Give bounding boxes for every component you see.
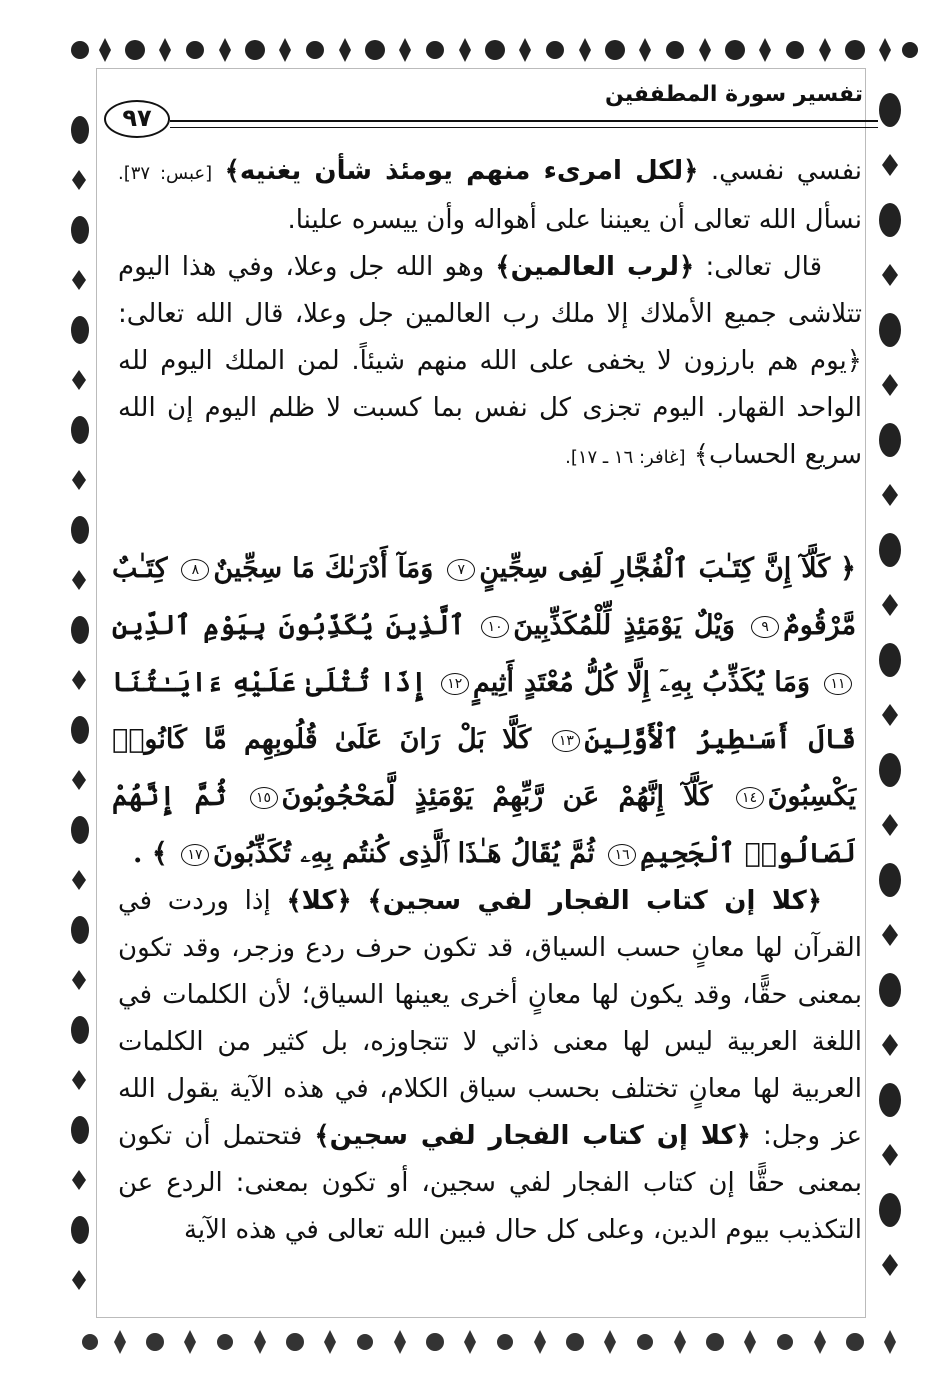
- verse-open-bracket: ﴿: [840, 553, 856, 584]
- quran-quote: ﴿لكل امرىء منهم يومئذ شأن يغنيه﴾: [224, 156, 699, 186]
- quran-quote: ﴿كلا إن كتاب الفجار لفي سجين﴾: [314, 1121, 751, 1151]
- citation: [عبس: ٣٧].: [118, 163, 213, 184]
- header-rule: [170, 120, 878, 122]
- paragraph-1: [118, 148, 862, 244]
- text-run: نفسي نفسي.: [710, 156, 863, 186]
- verse-15: كَلَّآ إِنَّهُمْ عَن رَّبِّهِمْ يَوْمَئِذٍ لَّمَحْجُوبُونَ: [281, 781, 713, 812]
- text-run: إذا وردت في القرآن لها معانٍ حسب السياق، قد تكون حرف ردع وزجر، وقد تكون بمعنى حقًّا، وقد يكون لها معانٍ أخرى يعينها السياق؛ لأن الكلمات في اللغة العربية ليس لها معنى ذاتي لا تتجاوزه، بل كثير من الكلمات العربية لها معانٍ تختلف بحسب سياق الكلام، في هذه الآية يقول الله عز وجل:: [118, 886, 863, 1151]
- paragraph-2: [118, 244, 862, 481]
- paragraph-3: [118, 878, 862, 1254]
- quran-quote: ﴿كلا﴾: [286, 886, 352, 916]
- verse-11: ٱلَّذِينَ يُكَذِّبُونَ بِيَوْمِ ٱلدِّينِ: [112, 610, 465, 641]
- intro-text: [118, 148, 862, 481]
- text-run: نسأل الله تعالى أن يعيننا على أهواله وأن ييسره علينا.: [287, 205, 862, 235]
- ayah-number: ١٠: [481, 616, 509, 638]
- ornamental-border-top: [60, 28, 920, 68]
- verse-12: وَمَا يُكَذِّبُ بِهِۦٓ إِلَّا كُلُّ مُعْتَدٍ أَثِيمٍ: [472, 667, 810, 698]
- ornamental-border-right: [860, 70, 918, 1320]
- verse-13: إِذَا تُتْلَىٰ عَلَيْهِ ءَايَـٰتُنَا قَالَ أَسَـٰطِيرُ ٱلْأَوَّلِينَ: [112, 667, 857, 755]
- ayah-number: ١٦: [608, 844, 636, 866]
- ayah-number: ١٧: [181, 844, 209, 866]
- citation: [غافر: ١٦ ـ ١٧].: [565, 447, 686, 468]
- ayah-number: ١٤: [736, 787, 764, 809]
- ayah-number: ١٢: [441, 673, 469, 695]
- verse-16: ثُمَّ إِنَّهُمْ لَصَالُوا۟ ٱلْجَحِيمِ: [112, 781, 856, 869]
- header-rule-thin: [170, 127, 878, 128]
- text-run: قال تعالى:: [705, 252, 822, 282]
- ayah-number: ١٣: [552, 730, 580, 752]
- ayah-number: ٨: [181, 559, 209, 581]
- ayah-number: ٩: [751, 616, 779, 638]
- quran-quote: ﴿لرب العالمين﴾: [495, 252, 695, 282]
- verse-close-bracket: ﴾ .: [133, 838, 168, 869]
- ayah-number: ٧: [447, 559, 475, 581]
- verse-7: كَلَّآ إِنَّ كِتَـٰبَ ٱلْفُجَّارِ لَفِى سِجِّينٍ: [479, 553, 831, 584]
- tafsir-commentary: [118, 878, 862, 1254]
- page-number: ٩٧: [104, 100, 170, 138]
- verse-14: كَلَّا بَلْ رَانَ عَلَىٰ قُلُوبِهِم مَّا كَانُوا۟ يَكْسِبُونَ: [112, 724, 857, 812]
- verse-17: ثُمَّ يُقَالُ هَـٰذَا ٱلَّذِى كُنتُم بِهِۦ تُكَذِّبُونَ: [213, 838, 595, 869]
- ayah-number: ١٥: [250, 787, 278, 809]
- running-title: تفسير سورة المطففين: [605, 82, 863, 107]
- quran-quote: ﴿يوم هم بارزون لا يخفى على الله منهم شيئاً. لمن الملك اليوم لله الواحد القهار. اليوم تجزى كل نفس بما كسبت لا ظلم اليوم إن الله سريع الحساب﴾: [118, 346, 862, 470]
- ayah-number: ١١: [824, 673, 852, 695]
- ornamental-border-left: [52, 70, 100, 1320]
- quran-verses-block: [112, 540, 856, 882]
- text-run: وهو الله جل وعلا، وفي هذا اليوم تتلاشى جميع الأملاك إلا ملك رب العالمين جل وعلا، قال الله تعالى:: [118, 252, 862, 329]
- text-run: فتحتمل أن تكون بمعنى حقًّا إن كتاب الفجار لفي سجين، أو تكون بمعنى: الردع عن التكذيب بيوم الدين، وعلى كل حال فبين الله تعالى في هذه الآية: [118, 1121, 862, 1245]
- verse-9: كِتَـٰبٌ مَّرْقُومٌ: [112, 553, 857, 641]
- ornamental-border-bottom: [60, 1318, 920, 1368]
- verse-10: وَيْلٌ يَوْمَئِذٍ لِّلْمُكَذِّبِينَ: [513, 610, 735, 641]
- quran-quote: ﴿كلا إن كتاب الفجار لفي سجين﴾: [367, 886, 823, 916]
- verse-8: وَمَآ أَدْرَىٰكَ مَا سِجِّينٌ: [213, 553, 434, 584]
